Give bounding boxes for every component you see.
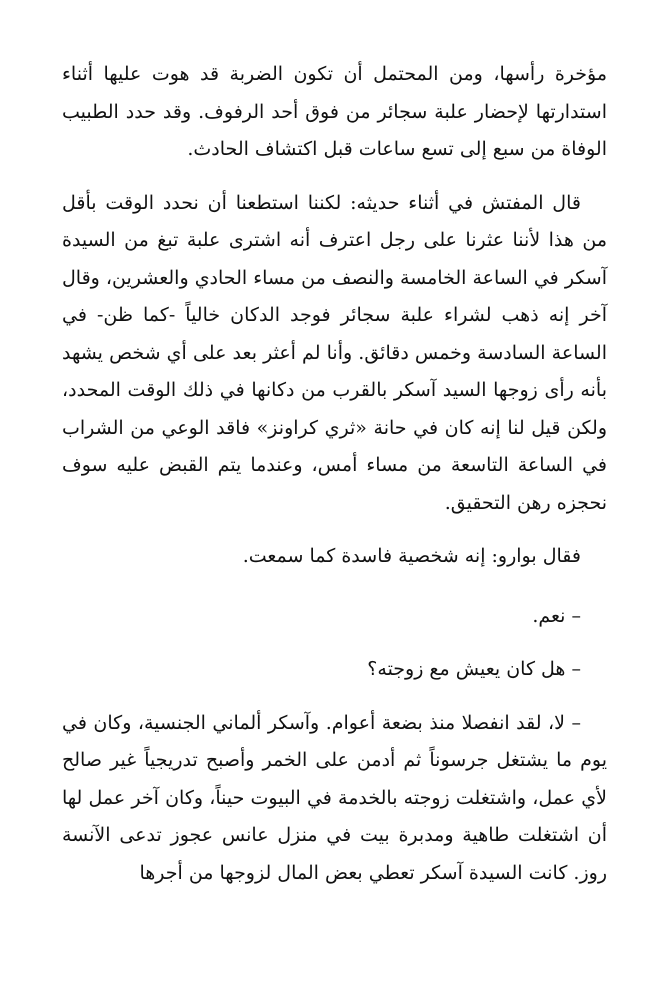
paragraph-inspector-statement: قال المفتش في أثناء حديثه: لكننا استطعنا أن نحدد الوقت بأقل من هذا لأننا عثرنا على رجل اعترف أنه اشترى علبة تبغ من السيدة آسكر في الساعة الخامسة والنصف من مساء الحادي والعشرين، وقال آخر إنه ذهب لشراء علبة سجائر فوجد الدكان خالياً -كما ظن- في الساعة السادسة وخمس دقائق. وأنا لم أعثر بعد على أي شخص يشهد بأنه رأى زوجها السيد آسكر بالقرب من دكانها في ذلك الوقت المحدد، ولكن قيل لنا إنه كان في حانة «ثري كراونز» فاقد الوعي من الشراب في الساعة التاسعة من مساء أمس، وعندما يتم القبض عليه سوف نحجزه رهن التحقيق. (62, 191, 607, 514)
paragraph-poirot-remark: فقال بوارو: إنه شخصية فاسدة كما سمعت. (242, 545, 581, 567)
paragraph-death-time: مؤخرة رأسها، ومن المحتمل أن تكون الضربة قد هوت عليها أثناء استدارتها لإحضار علبة سجائر من فوق أحد الرفوف. وقد حدد الطبيب الوفاة من سبع إلى تسع ساعات قبل اكتشاف الحادث. (62, 63, 607, 160)
dialogue-line-question: – هل كان يعيش مع زوجته؟ (367, 658, 581, 680)
paragraph-husband-background: – لا، لقد انفصلا منذ بضعة أعوام. وآسكر ألماني الجنسية، وكان في يوم ما يشتغل جرسوناً ثم أدمن على الخمر وأصبح تدريجياً غير صالح لأي عمل، واشتغلت زوجته بالخدمة في البيوت حيناً، وكان آخر عمل لها أن اشتغلت طاهية ومدبرة بيت في منزل عانس عجوز تدعى الآنسة روز. كانت السيدة آسكر تعطي بعض المال لزوجها من أجرها (62, 711, 607, 884)
dialogue-line-yes: – نعم. (532, 604, 581, 627)
book-page (62, 56, 607, 892)
